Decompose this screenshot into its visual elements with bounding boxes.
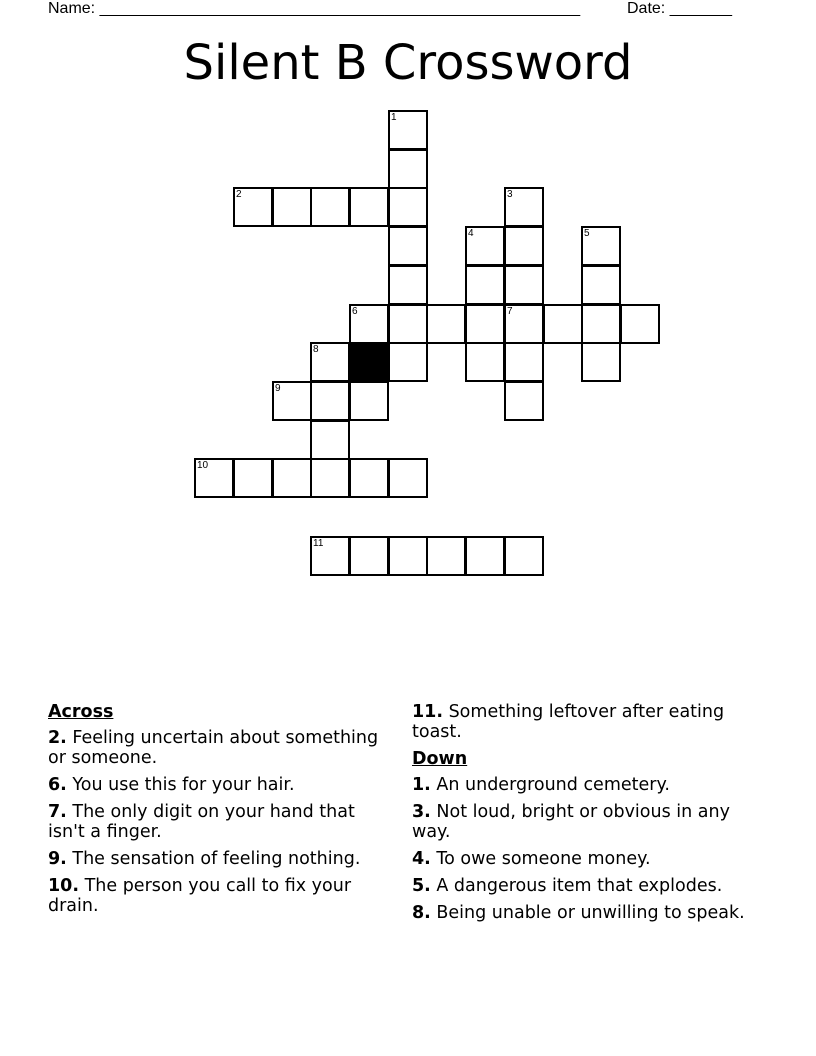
grid-cell[interactable] [388,458,428,498]
clue-item-number: 8. [412,903,431,923]
grid-cell[interactable] [504,342,544,382]
grid-cell[interactable] [426,304,466,344]
grid-cell[interactable] [310,420,350,460]
clue-item-text: The only digit on your hand that isn't a finger. [48,802,355,842]
grid-cell[interactable] [388,110,428,150]
page-title: Silent B Crossword [183,35,633,91]
clue-item-number: 7. [48,802,67,822]
grid-cell[interactable] [310,536,350,576]
clue-number: 8 [313,344,319,355]
clue-item [412,802,767,842]
clue-item-text: An underground cemetery. [430,775,670,795]
clue-item-text: To owe someone money. [430,849,651,869]
clue-item-number: 2. [48,728,67,748]
grid-cell[interactable] [388,149,428,189]
clue-number: 2 [236,189,242,200]
clue-item-text: You use this for your hair. [66,775,295,795]
clues-left-column [48,702,388,923]
grid-cell[interactable] [504,265,544,305]
clue-number: 3 [507,189,513,200]
clue-item-text: Something leftover after eating toast. [412,702,725,742]
clue-item [412,775,767,795]
down-clue-list [412,775,767,923]
clue-item-text: Being unable or unwilling to speak. [430,903,745,923]
grid-cell[interactable] [465,226,505,266]
grid-cell[interactable] [465,536,505,576]
clue-item-text: Feeling uncertain about something or someone. [48,728,379,768]
grid-cell[interactable] [543,304,583,344]
grid-cell[interactable] [349,458,389,498]
grid-cell[interactable] [310,342,350,382]
clues-right-column [412,702,767,930]
clue-item [48,775,388,795]
grid-cell[interactable] [581,226,621,266]
clue-item-text: The sensation of feeling nothing. [66,849,361,869]
clue-item [48,802,388,842]
clue-item-text: The person you call to fix your drain. [48,876,352,916]
grid-cell[interactable] [272,458,312,498]
clue-item-number: 10. [48,876,80,896]
blocked-cell [349,342,389,382]
grid-cell[interactable] [310,458,350,498]
grid-cell[interactable] [504,304,544,344]
grid-cell[interactable] [349,187,389,227]
grid-cell[interactable] [310,187,350,227]
grid-cell[interactable] [620,304,660,344]
down-heading: Down [412,749,468,769]
across-clue-list [48,728,388,916]
clue-item-number: 6. [48,775,67,795]
grid-cell[interactable] [388,304,428,344]
grid-cell[interactable] [581,265,621,305]
grid-cell[interactable] [504,381,544,421]
grid-cell[interactable] [349,536,389,576]
clue-item [48,849,388,869]
clue-item-number: 1. [412,775,431,795]
clue-number: 4 [468,228,474,239]
grid-cell[interactable] [388,536,428,576]
grid-cell[interactable] [272,381,312,421]
clue-item [412,903,767,923]
clue-number: 1 [391,112,397,123]
grid-cell[interactable] [504,536,544,576]
grid-cell[interactable] [388,187,428,227]
date-field-label: Date: _______ [627,0,732,17]
clue-item [412,702,767,742]
grid-cell[interactable] [388,226,428,266]
grid-cell[interactable] [465,265,505,305]
grid-cell[interactable] [581,304,621,344]
grid-cell[interactable] [272,187,312,227]
grid-cell[interactable] [349,381,389,421]
clue-number: 10 [197,460,209,471]
clue-item-number: 3. [412,802,431,822]
clue-item-number: 4. [412,849,431,869]
clue-item-number: 11. [412,702,444,722]
grid-cell[interactable] [233,458,273,498]
grid-cell[interactable] [349,304,389,344]
grid-cell[interactable] [465,304,505,344]
clue-item-number: 9. [48,849,67,869]
across-clue-list-continued [412,702,767,742]
grid-cell[interactable] [581,342,621,382]
grid-cell[interactable] [388,342,428,382]
across-heading: Across [48,702,114,722]
grid-cell[interactable] [233,187,273,227]
grid-cell[interactable] [504,226,544,266]
clue-number: 11 [313,538,324,549]
clue-number: 9 [275,383,281,394]
grid-cell[interactable] [310,381,350,421]
clue-item [412,849,767,869]
clue-item-number: 5. [412,876,431,896]
name-field-label: Name: ______________________________________________________ [48,0,581,17]
grid-cell[interactable] [194,458,234,498]
grid-cell[interactable] [504,187,544,227]
clue-number: 7 [507,306,513,317]
clue-item-text: A dangerous item that explodes. [430,876,723,896]
grid-cell[interactable] [426,536,466,576]
clue-number: 6 [352,306,358,317]
clue-item [412,876,767,896]
clue-item [48,876,388,916]
clue-item [48,728,388,768]
clue-number: 5 [584,228,590,239]
grid-cell[interactable] [388,265,428,305]
clue-item-text: Not loud, bright or obvious in any way. [412,802,730,842]
grid-cell[interactable] [465,342,505,382]
